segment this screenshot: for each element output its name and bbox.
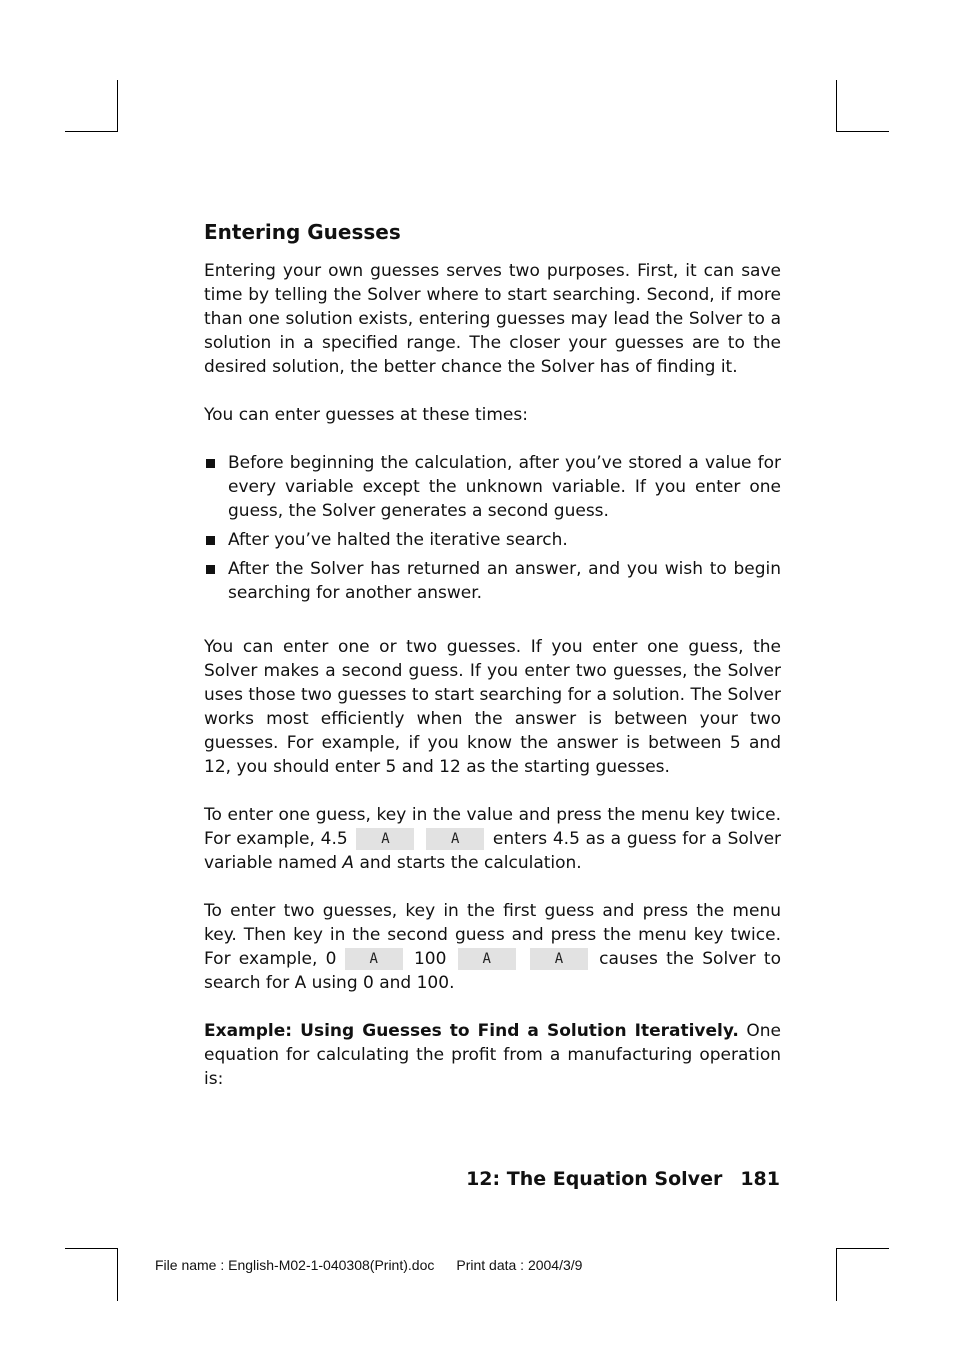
- menu-key-a: A: [458, 948, 516, 970]
- square-bullet-icon: [206, 459, 215, 468]
- print-file-info: [155, 1257, 582, 1273]
- page-footer: [466, 1168, 780, 1190]
- square-bullet-icon: [206, 536, 215, 545]
- guess-times-list: [204, 451, 781, 605]
- intro-paragraph: Entering your own guesses serves two purposes. First, it can save time by telling the Solver where to start searching. Second, if more than one solution exists, entering guesses may lead the Solver to a solution in a specified range. The closer your guesses are to the desired solution, the better chance the Solver has of finding it.: [204, 261, 781, 377]
- crop-mark-top-right-h: [836, 131, 889, 132]
- example-title: Example: Using Guesses to Find a Solution Iteratively.: [204, 1021, 739, 1041]
- crop-mark-bottom-right-v: [836, 1248, 837, 1301]
- section-heading: Entering Guesses: [204, 220, 401, 244]
- menu-key-a: A: [345, 948, 403, 970]
- crop-mark-bottom-left-v: [117, 1248, 118, 1301]
- square-bullet-icon: [206, 565, 215, 574]
- example-paragraph: Example: Using Guesses to Find a Solution Iteratively. One equation for calculating the profit from a manufacturing operation is:: [204, 1021, 782, 1089]
- crop-mark-bottom-left-h: [65, 1248, 118, 1249]
- print-date: Print data : 2004/3/9: [456, 1257, 583, 1273]
- menu-key-a: A: [356, 828, 414, 850]
- list-item: After the Solver has returned an answer, and you wish to begin searching for another answer.: [204, 557, 781, 605]
- crop-mark-top-right-v: [836, 80, 837, 132]
- crop-mark-top-left-v: [117, 80, 118, 132]
- crop-mark-top-left-h: [65, 131, 118, 132]
- crop-mark-bottom-right-h: [836, 1248, 889, 1249]
- list-item: Before beginning the calculation, after you’ve stored a value for every variable except the unknown variable. If you enter one guess, the Solver generates a second guess.: [204, 451, 781, 523]
- menu-key-a: A: [426, 828, 484, 850]
- one-guess-paragraph: To enter one guess, key in the value and press the menu key twice. For example, 4.5 A A enters 4.5 as a guess for a Solver variable named A and starts the calculation.: [204, 805, 782, 873]
- page-content: [204, 218, 781, 1091]
- file-name: File name : English-M02-1-040308(Print).doc: [155, 1257, 435, 1273]
- page-number: 181: [740, 1168, 780, 1190]
- two-guesses-paragraph: To enter two guesses, key in the first guess and press the menu key. Then key in the second guess and press the menu key twice. For example, 0 A 100 A A causes the Solver to search for A using 0 and 100.: [204, 901, 781, 993]
- variable-name: A: [342, 853, 355, 873]
- times-paragraph: You can enter guesses at these times:: [204, 405, 528, 425]
- one-or-two-guesses-paragraph: You can enter one or two guesses. If you enter one guess, the Solver makes a second guess. If you enter two guesses, the Solver uses those two guesses to start searching for a solution. The Solver works most efficiently when the answer is between your two guesses. For example, if you know the answer is between 5 and 12, you should enter 5 and 12 as the starting guesses.: [204, 637, 781, 777]
- menu-key-a: A: [530, 948, 588, 970]
- chapter-title: 12: The Equation Solver: [466, 1168, 723, 1190]
- list-item: After you’ve halted the iterative search.: [204, 528, 781, 552]
